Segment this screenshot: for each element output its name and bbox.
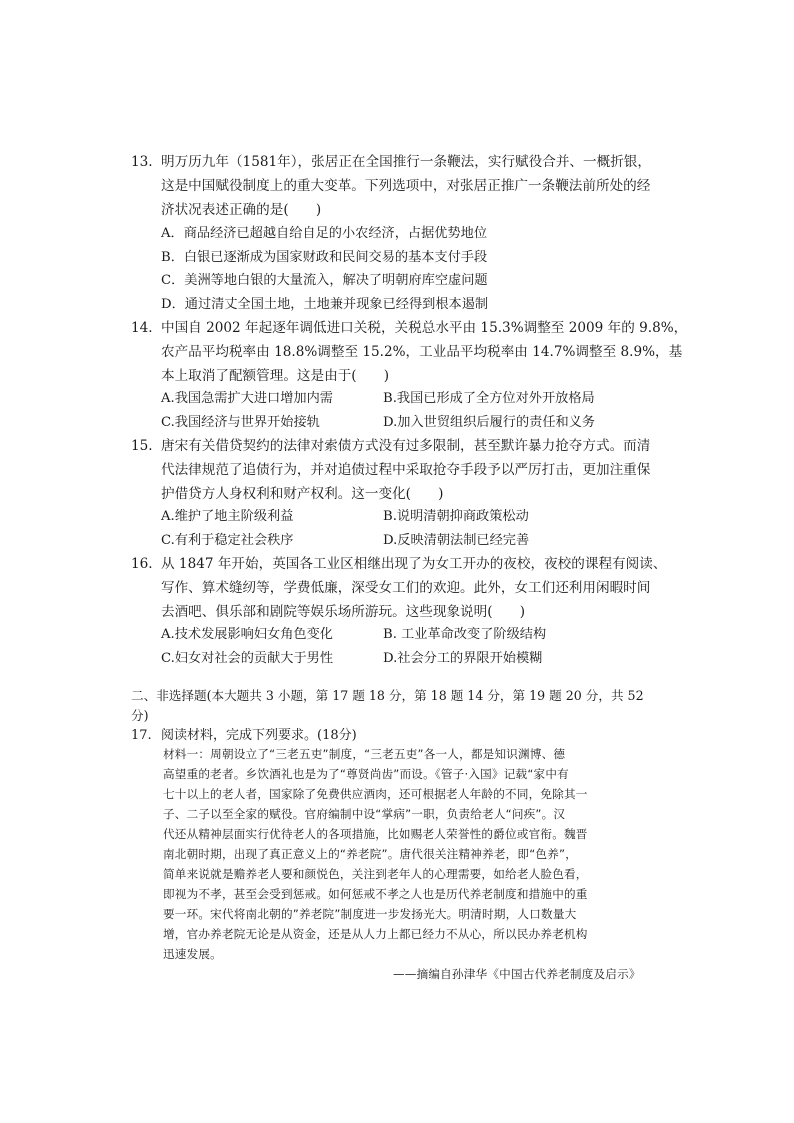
question-number: 15. [131, 438, 153, 454]
question-text-line: 写作、算术缝纫等，学费低廉，深受女工们的欢迎。此外，女工们还利用闲暇时间 [161, 580, 651, 596]
option-c: C.我国经济与世界开始接轨 [161, 415, 320, 430]
option-a: A.维护了地主阶级利益 [161, 509, 294, 524]
option-a: A．商品经济已超越自给自足的小农经济，占据优势地位 [161, 226, 488, 241]
question-text-line: 这是中国赋役制度上的重大变革。下列选项中，对张居正推广一条鞭法前所处的经 [161, 178, 651, 194]
question-text-line: 唐宋有关借贷契约的法律对索债方式没有过多限制，甚至默许暴力抢夺方式。而清 [161, 438, 651, 454]
option-c: C.有利于稳定社会秩序 [161, 533, 294, 548]
material-line: 七十以上的老人者，国家除了免费供应酒肉，还可根据老人年龄的不同，免除其一 [163, 787, 588, 801]
option-d: D．通过清丈全国土地，土地兼并现象已经得到根本遏制 [161, 297, 489, 312]
question-text-line: 明万历九年（1581年），张居正在全国推行一条鞭法，实行赋役合并、一概折银， [161, 154, 651, 170]
section-heading-line: 分) [131, 708, 149, 723]
question-text-line: 济状况表述正确的是( ) [161, 202, 322, 218]
question-text-line: 中国自 2002 年起逐年调低进口关税，关税总水平由 15.3%调整至 2009 年的 9.8%， [161, 320, 688, 336]
material-line: 代还从精神层面实行优待老人的各项措施，比如赐老人荣誉性的爵位或官衔。魏晋 [163, 827, 588, 841]
option-c: C．美洲等地白银的大量流入，解决了明朝府库空虚问题 [161, 273, 488, 288]
material-line: 子、二子以至全家的赋役。官府编制中设“掌病”一职，负责给老人“问疾”。汉 [163, 807, 566, 821]
option-b: B.说明清朝抑商政策松动 [383, 509, 529, 524]
material-line: 即视为不孝，甚至会受到惩戒。如何惩戒不孝之人也是历代养老制度和措施中的重 [163, 887, 588, 901]
option-b: B.我国已形成了全方位对外开放格局 [383, 391, 595, 406]
material-source: ——摘编自孙津华《中国古代养老制度及启示》 [393, 967, 641, 981]
option-b: B．白银已逐渐成为国家财政和民间交易的基本支付手段 [161, 250, 488, 265]
question-text-line: 去酒吧、俱乐部和剧院等娱乐场所游玩。这些现象说明( ) [161, 604, 526, 620]
question-text-line: 农产品平均税率由 18.8%调整至 15.2%，工业品平均税率由 14.7%调整至 8.9%，基 [161, 344, 683, 360]
option-d: D.加入世贸组织后履行的责任和义务 [383, 415, 596, 430]
material-line: 迅速发展。 [163, 947, 222, 961]
section-heading-line: 二、非选择题(本大题共 3 小题，第 17 题 18 分，第 18 题 14 分，第 19 题 20 分，共 52 [131, 688, 644, 703]
option-b: B. 工业革命改变了阶级结构 [383, 627, 547, 642]
material-line: 增，官办养老院无论是从资金，还是从人力上都已经力不从心，所以民办养老机构 [163, 927, 588, 941]
option-d: D.反映清朝法制已经完善 [383, 533, 530, 548]
option-a: A.技术发展影响妇女角色变化 [161, 627, 333, 642]
question-text-line: 护借贷方人身权利和财产权利。这一变化( ) [161, 486, 444, 502]
question-text-line: 从 1847 年开始，英国各工业区相继出现了为女工开办的夜校，夜校的课程有阅读、 [161, 556, 667, 572]
material-line: 简单来说就是赡养老人要和颜悦色，关注到老年人的心理需要，如给老人脸色看， [163, 867, 588, 881]
option-d: D.社会分工的界限开始模糊 [383, 651, 543, 666]
question-text-line: 代法律规范了追债行为，并对追债过程中采取抢夺手段予以严厉打击，更加注重保 [161, 462, 651, 478]
question-prompt: 阅读材料，完成下列要求。(18分) [161, 728, 357, 743]
question-number: 17. [131, 728, 152, 743]
material-line: 材料一：周朝设立了“三老五吏”制度，“三老五吏”各一人，都是知识渊博、德 [163, 747, 566, 761]
option-a: A.我国急需扩大进口增加内需 [161, 391, 333, 406]
material-line: 南北朝时期，出现了真正意义上的“养老院”。唐代很关注精神养老，即“色养”， [163, 847, 578, 861]
option-c: C.妇女对社会的贡献大于男性 [161, 651, 334, 666]
material-line: 高望重的老者。乡饮酒礼也是为了“尊贤尚齿”而设。《管子·入国》记载“家中有 [163, 767, 569, 781]
question-number: 13. [131, 154, 153, 170]
question-number: 16. [131, 556, 153, 572]
question-number: 14. [131, 320, 153, 336]
material-line: 要一环。宋代将南北朝的”养老院”制度进一步发扬光大。明清时期，人口数量大 [163, 907, 577, 921]
question-text-line: 本上取消了配额管理。这是由于( ) [161, 368, 390, 384]
